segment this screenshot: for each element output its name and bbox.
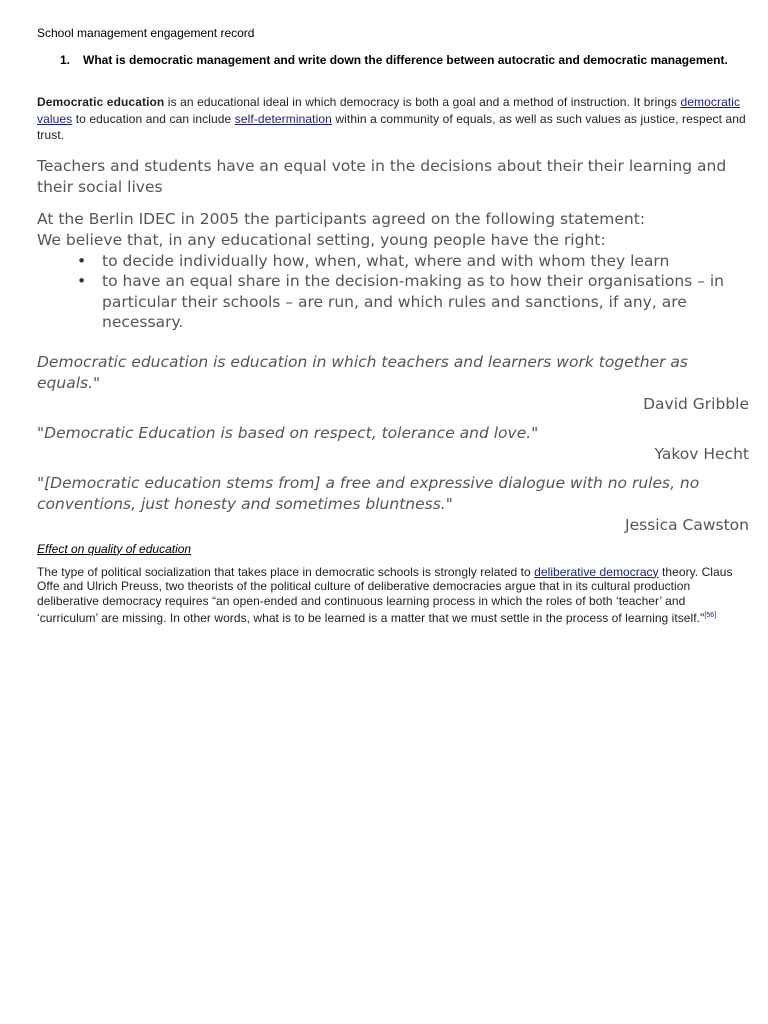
equal-vote-paragraph: Teachers and students have an equal vote in the decisions about their their learning and their social lives: [37, 156, 727, 196]
bullet-icon: •: [77, 251, 87, 270]
deliberative-democracy-link[interactable]: deliberative democracy: [534, 564, 659, 579]
berlin-statement: [37, 209, 749, 333]
intro-text-1: is an educational ideal in which democracy is both a goal and a method of instruction. It brings: [164, 95, 681, 109]
quote-author-1: David Gribble: [643, 394, 749, 413]
intro-paragraph: [37, 94, 749, 144]
bullet-icon: •: [77, 272, 87, 290]
question-text: What is democratic management and write down the difference between autocratic and democratic management.: [83, 53, 728, 67]
intro-term: Democratic education: [37, 95, 165, 109]
berlin-line-1: At the Berlin IDEC in 2005 the participants agreed on the following statement:: [37, 209, 646, 228]
quote-author-3: Jessica Cawston: [625, 515, 749, 534]
rights-list: [37, 251, 749, 333]
effect-text-1: The type of political socialization that takes place in democratic schools is strongly related to: [37, 564, 535, 579]
citation-link[interactable]: [56]: [704, 611, 717, 619]
quote-1: Democratic education is education in which teachers and learners work together as equals.": [37, 352, 688, 392]
effect-heading: Effect on quality of education: [37, 541, 192, 556]
effect-paragraph: [37, 565, 749, 626]
quote-3: "[Democratic education stems from] a free and expressive dialogue with no rules, no conventions, just honesty and sometimes bluntness.": [37, 473, 700, 513]
list-item: [37, 251, 749, 272]
question-item: [37, 52, 749, 68]
berlin-line-2: We believe that, in any educational setting, young people have the right:: [37, 230, 606, 249]
intro-text-3: within a community of equals, as well as such values as justice, respect and trust.: [37, 111, 746, 142]
question-number: 1.: [60, 53, 71, 67]
document-page: [37, 24, 749, 626]
democratic-values-link[interactable]: democratic values: [37, 95, 741, 126]
list-item: [37, 271, 749, 333]
effect-text-2: theory. Claus Offe and Ulrich Preuss, two theorists of the political culture of deliberative democracies argue that in its cultural production deliberative democracy requires “an open-ended and continuous learning process in which the roles of both ‘teacher’ and ‘curriculum’ are missing. In other words, what is to be learned is a matter that we must settle in the process of learning itself.": [37, 564, 733, 625]
self-determination-link[interactable]: self-determination: [234, 111, 332, 126]
right-text-2: to have an equal share in the decision-making as to how their organisations – in particular their schools – are run, and which rules and sanctions, if any, are necessary.: [102, 272, 724, 331]
intro-text-2: to education and can include: [72, 111, 235, 126]
document-title: School management engagement record: [37, 26, 255, 40]
right-text-1: to decide individually how, when, what, where and with whom they learn: [102, 251, 670, 270]
quote-2: "Democratic Education is based on respect, tolerance and love.": [37, 423, 539, 442]
quote-author-2: Yakov Hecht: [654, 444, 749, 463]
